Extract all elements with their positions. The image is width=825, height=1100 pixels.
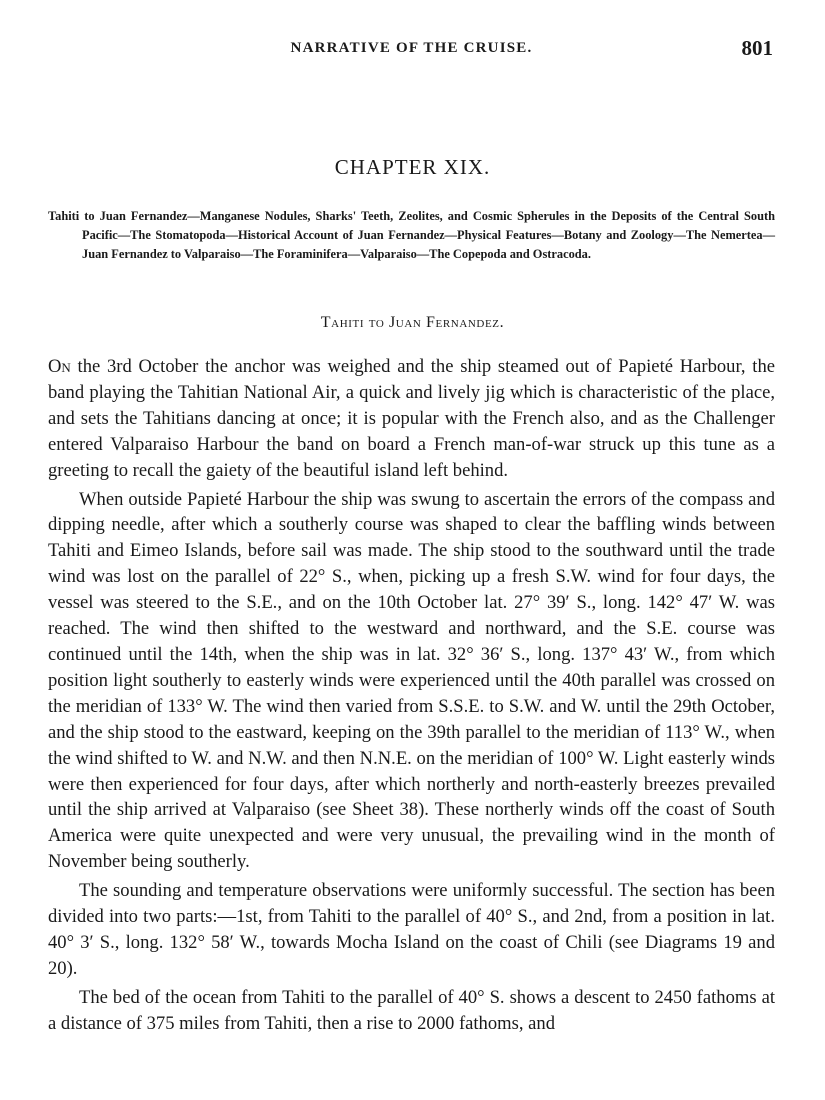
running-header [50,36,773,62]
body-text [48,354,775,1037]
paragraph: When outside Papieté Harbour the ship was swung to ascertain the errors of the compass and dipping needle, after which a southerly course was shaped to clear the baffling winds between Tahiti and Eimeo Islands, before sail was made. The ship stood to the southward until the trade wind was lost on the parallel of 22° S., when, picking up a fresh S.W. wind for four days, the vessel was steered to the S.E., and on the 10th October lat. 27° 39′ S., long. 142° 47′ W. was reached. The wind then shifted to the westward and northward, and the S.E. course was continued until the 14th, when the ship was in lat. 32° 36′ S., long. 137° 43′ W., from which position light southerly to easterly winds were experienced until the 40th parallel was crossed on the meridian of 133° W. The wind then varied from S.S.E. to S.W. and W. until the 29th October, and the ship stood to the eastward, keeping on the 39th parallel to the meridian of 113° W., when the wind shifted to W. and N.W. and then N.N.E. on the meridian of 100° W. Light easterly winds were then experienced for four days, after which northerly and north-easterly breezes prevailed until the ship arrived at Valparaiso (see Sheet 38). These northerly winds off the coast of South America were quite unexpected and were very unusual, the prevailing wind in the month of November being southerly. [48,488,775,873]
paragraph: The sounding and temperature observations were uniformly successful. The section has been divided into two parts:—1st, from Tahiti to the parallel of 40° S., and 2nd, from a position in lat. 40° 3′ S., long. 132° 58′ W., towards Mocha Island on the coast of Chili (see Diagrams 19 and 20). [48,880,775,979]
paragraph [48,354,775,484]
paragraph-lead-word: On [48,356,71,377]
paragraph-text: the 3rd October the anchor was weighed and the ship steamed out of Papieté Harbour, the band playing the Tahitian National Air, a quick and lively jig which is characteristic of the place, and sets the Tahitians dancing at once; it is popular with the French also, and as the Challenger entered Valparaiso Harbour the band on board a French man-of-war struck up this tune as a greeting to recall the gaiety of the beautiful island left behind. [48,356,775,481]
paragraph: The bed of the ocean from Tahiti to the parallel of 40° S. shows a descent to 2450 fathoms at a distance of 375 miles from Tahiti, then a rise to 2000 fathoms, and [48,986,775,1034]
chapter-synopsis: Tahiti to Juan Fernandez—Manganese Nodules, Sharks' Teeth, Zeolites, and Cosmic Spherules in the Deposits of the Central South Pacific—The Stomatopoda—Historical Account of Juan Fernandez—Physical Features—Botany and Zoology—The Nemertea—Juan Fernandez to Valparaiso—The Foraminifera—Valparaiso—The Copepoda and Ostracoda. [48,209,775,261]
running-title: NARRATIVE OF THE CRUISE. [290,40,533,56]
section-heading: Tahiti to Juan Fernandez. [320,314,505,331]
page-number: 801 [741,36,773,60]
chapter-title: CHAPTER XIX. [334,155,491,179]
